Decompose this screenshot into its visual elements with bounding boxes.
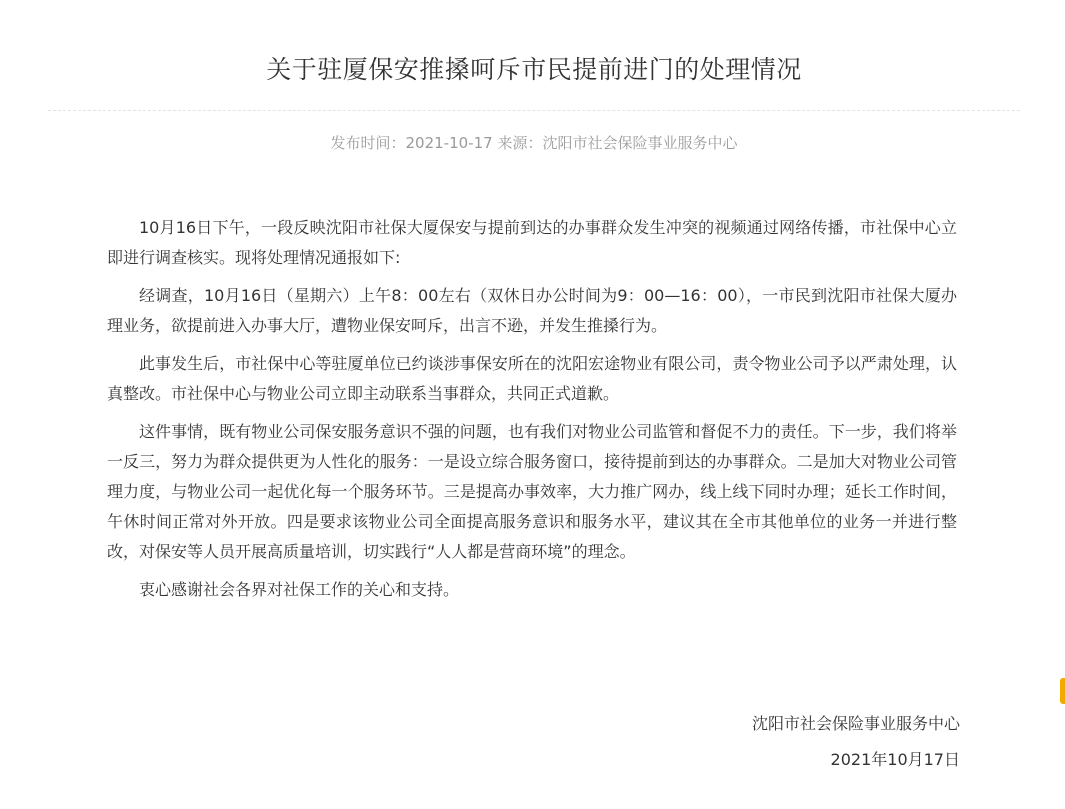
title-divider: [48, 110, 1020, 111]
article-body: [107, 213, 957, 613]
signature-block: [752, 706, 960, 778]
paragraph-5: 衷心感谢社会各界对社保工作的关心和支持。: [139, 580, 460, 599]
paragraph-1: 10月16日下午，一段反映沈阳市社保大厦保安与提前到达的办事群众发生冲突的视频通过网络传播，市社保中心立即进行调查核实。现将处理情况通报如下:: [107, 218, 957, 267]
signature-date: 2021年10月17日: [830, 750, 960, 769]
paragraph-2: 经调查，10月16日（星期六）上午8：00左右（双休日办公时间为9：00—16：00），一市民到沈阳市社保大厦办理业务，欲提前进入办事大厅，遭物业保安呵斥，出言不逊，并发生推搡行为。: [107, 286, 957, 335]
source-label: 来源：: [497, 134, 543, 152]
article-meta: [48, 131, 1020, 155]
publish-label: 发布时间：: [330, 134, 406, 152]
publish-date: 2021-10-17: [405, 134, 493, 152]
paragraph-3: 此事发生后，市社保中心等驻厦单位已约谈涉事保安所在的沈阳宏途物业有限公司，责令物业公司予以严肃处理，认真整改。市社保中心与物业公司立即主动联系当事群众，共同正式道歉。: [107, 354, 957, 403]
paragraph-4: 这件事情，既有物业公司保安服务意识不强的问题，也有我们对物业公司监管和督促不力的责任。下一步，我们将举一反三，努力为群众提供更为人性化的服务：一是设立综合服务窗口，接待提前到达的办事群众。二是加大对物业公司管理力度，与物业公司一起优化每一个服务环节。三是提高办事效率，大力推广网办，线上线下同时办理；延长工作时间，午休时间正常对外开放。四是要求该物业公司全面提高服务意识和服务水平，建议其在全市其他单位的业务一并进行整改，对保安等人员开展高质量培训，切实践行“人人都是营商环境”的理念。: [107, 422, 957, 561]
article-title: 关于驻厦保安推搡呵斥市民提前进门的处理情况: [266, 55, 802, 84]
source-name: 沈阳市社会保险事业服务中心: [542, 134, 738, 152]
side-float-tab[interactable]: [1060, 678, 1065, 704]
signature-organization: 沈阳市社会保险事业服务中心: [751, 714, 960, 733]
article: [48, 0, 1020, 809]
